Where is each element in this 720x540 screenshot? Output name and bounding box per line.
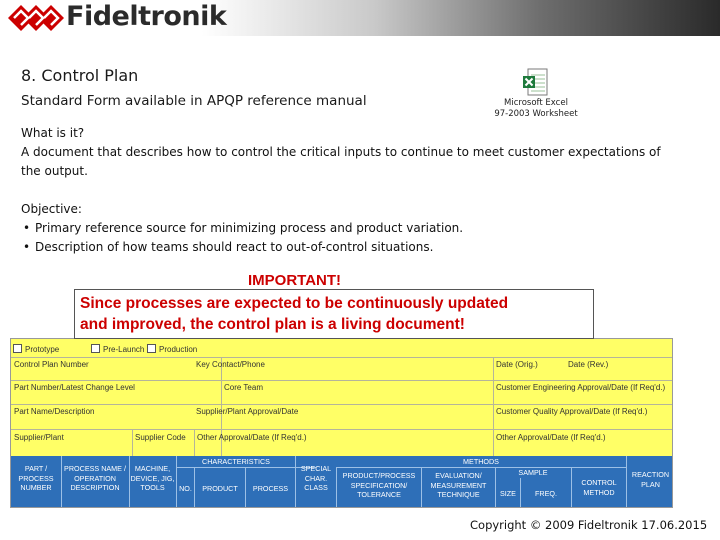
production-checkbox[interactable]: [147, 344, 156, 353]
option-prototype[interactable]: Prototype: [13, 344, 59, 354]
what-text: A document that describes how to control the critical inputs to continue to meet customer expectations of the output.: [21, 145, 661, 178]
col-special-char: SPECIAL CHAR. CLASS: [300, 464, 332, 492]
form-col-divider: [132, 429, 133, 456]
brand-name: Fideltronik: [66, 1, 227, 32]
field-supplier-code: Supplier Code: [135, 433, 186, 442]
field-date-rev: Date (Rev.): [568, 360, 609, 369]
col-no: NO.: [179, 484, 192, 493]
objective-section: [21, 200, 661, 257]
col-spec-tolerance: PRODUCT/PROCESS SPECIFICATION/ TOLERANCE: [342, 471, 416, 499]
form-row-divider: [11, 404, 673, 405]
header-group-sample: SAMPLE: [518, 468, 548, 477]
field-part-name: Part Name/Description: [14, 407, 95, 416]
header-group-divider: [336, 467, 626, 468]
form-col-divider: [194, 429, 195, 456]
header-banner: [0, 0, 720, 36]
col-part-process-number: PART / PROCESS NUMBER: [18, 464, 54, 492]
important-line-2: and improved, the control plan is a living document!: [80, 316, 465, 333]
option-prelaunch[interactable]: Pre-Launch: [91, 344, 144, 354]
what-heading: What is it?: [21, 126, 85, 140]
field-part-number: Part Number/Latest Change Level: [14, 383, 135, 392]
form-row-divider: [11, 429, 673, 430]
prototype-checkbox[interactable]: [13, 344, 22, 353]
field-other-approval-1: Other Approval/Date (If Req'd.): [197, 433, 307, 442]
important-line-1: Since processes are expected to be continuously updated: [80, 295, 509, 312]
important-callout: [74, 289, 594, 339]
field-cust-eng-approval: Customer Engineering Approval/Date (If Req'd.): [496, 383, 666, 392]
important-heading: IMPORTANT!: [248, 272, 342, 289]
field-date-orig: Date (Orig.): [496, 360, 538, 369]
excel-icon[interactable]: [522, 68, 548, 96]
objective-heading: Objective:: [21, 202, 82, 216]
option-production[interactable]: Production: [147, 344, 197, 354]
col-reaction-plan: REACTION PLAN: [631, 470, 670, 489]
field-supplier-plant-approval: Supplier/Plant Approval/Date: [196, 407, 299, 416]
header-group-methods: METHODS: [463, 457, 499, 466]
slide-title: 8. Control Plan: [21, 66, 139, 85]
what-is-it-section: [21, 124, 661, 181]
col-control-method: CONTROL METHOD: [581, 478, 617, 497]
objective-bullet: • Primary reference source for minimizing process and product variation.: [21, 219, 661, 238]
fideltronik-logo-icon: [6, 3, 66, 33]
field-core-team: Core Team: [224, 383, 263, 392]
form-column-header: [11, 456, 673, 508]
col-process-name: PROCESS NAME / OPERATION DESCRIPTION: [64, 464, 126, 492]
slide-subtitle: Standard Form available in APQP reference manual: [21, 93, 367, 109]
copyright-footer: Copyright © 2009 Fideltronik 17.06.2015: [470, 518, 708, 532]
attachment-caption[interactable]: [488, 98, 584, 120]
col-size: SIZE: [500, 489, 516, 498]
field-other-approval-2: Other Approval/Date (If Req'd.): [496, 433, 606, 442]
objective-list: [21, 219, 661, 257]
attachment-caption-line2: 97-2003 Worksheet: [494, 109, 578, 119]
field-key-contact: Key Contact/Phone: [196, 360, 265, 369]
prelaunch-checkbox[interactable]: [91, 344, 100, 353]
form-row-divider: [11, 357, 673, 358]
field-control-plan-number: Control Plan Number: [14, 360, 89, 369]
form-col-divider: [493, 357, 494, 456]
col-evaluation: EVALUATION/ MEASUREMENT TECHNIQUE: [430, 471, 487, 499]
field-cust-quality-approval: Customer Quality Approval/Date (If Req'd.): [496, 407, 648, 416]
objective-bullet: • Description of how teams should react to out-of-control situations.: [21, 238, 661, 257]
col-freq: FREQ.: [535, 489, 557, 498]
col-process: PROCESS: [252, 484, 289, 493]
control-plan-form: [10, 338, 673, 508]
col-product: PRODUCT: [202, 484, 238, 493]
form-row-divider: [11, 380, 673, 381]
col-machine: MACHINE, DEVICE, JIG, TOOLS: [130, 464, 175, 492]
header-group-characteristics: CHARACTERISTICS: [202, 457, 270, 466]
attachment-caption-line1: Microsoft Excel: [504, 98, 568, 108]
field-supplier-plant: Supplier/Plant: [14, 433, 64, 442]
